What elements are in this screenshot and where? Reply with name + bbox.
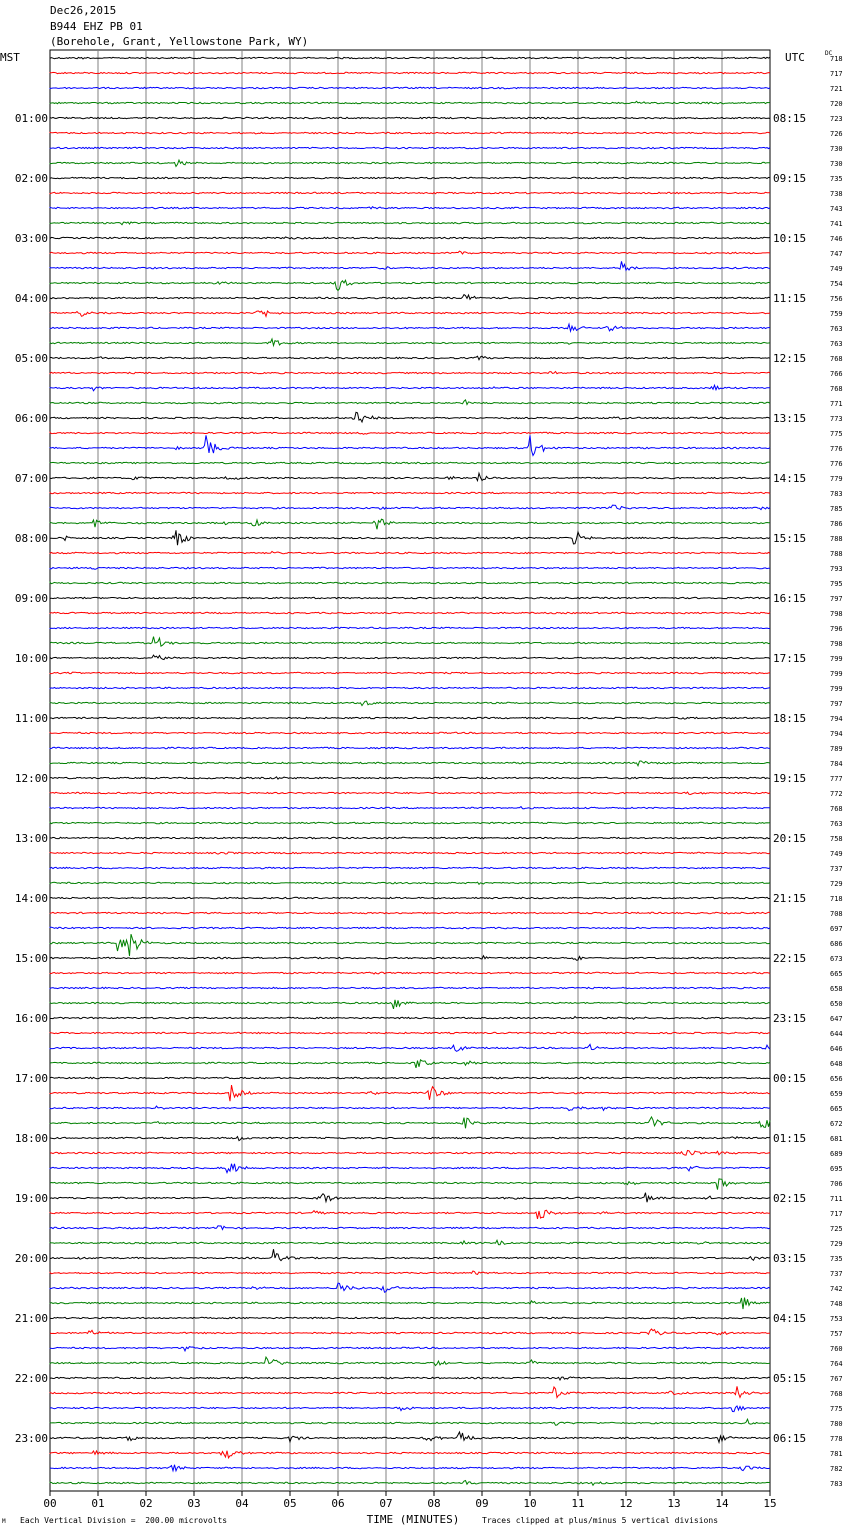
- dc-offset-label: 764: [830, 1360, 843, 1368]
- seismic-trace: [50, 261, 770, 270]
- x-tick-label: 05: [283, 1497, 297, 1510]
- utc-hour-label: 23:15: [773, 1012, 807, 1025]
- dc-offset-label: 726: [830, 130, 843, 138]
- station-title-line2: B944 EHZ PB 01: [50, 20, 143, 33]
- utc-hour-label: 16:15: [773, 592, 807, 605]
- dc-offset-label: 759: [830, 310, 843, 318]
- seismic-trace: [50, 717, 770, 719]
- dc-offset-label: 718: [830, 55, 843, 63]
- dc-offset-label: 730: [830, 160, 843, 168]
- seismic-trace: [50, 1137, 770, 1141]
- dc-offset-label: 746: [830, 235, 843, 243]
- seismic-trace: [50, 792, 770, 795]
- dc-offset-label: 708: [830, 910, 843, 918]
- seismic-trace: [50, 897, 770, 898]
- dc-offset-label: 721: [830, 85, 843, 93]
- station-title-line1: Dec26,2015: [50, 4, 117, 17]
- seismic-trace: [50, 1017, 770, 1020]
- x-tick-label: 03: [187, 1497, 201, 1510]
- dc-offset-label: 763: [830, 820, 843, 828]
- utc-hour-label: 00:15: [773, 1072, 807, 1085]
- dc-offset-label: 717: [830, 1210, 843, 1218]
- x-tick-label: 10: [523, 1497, 537, 1510]
- seismic-trace: [50, 582, 770, 583]
- dc-offset-label: 747: [830, 250, 843, 258]
- seismic-trace: [50, 567, 770, 569]
- dc-offset-label: 788: [830, 535, 843, 543]
- mst-hour-label: 14:00: [14, 892, 48, 905]
- dc-offset-label: 742: [830, 1285, 843, 1293]
- dc-offset-label: 748: [830, 1300, 843, 1308]
- dc-offset-label: 767: [830, 1375, 843, 1383]
- dc-offset-label: 757: [830, 1330, 843, 1338]
- mst-hour-label: 18:00: [14, 1132, 48, 1145]
- seismic-trace: [50, 1329, 770, 1335]
- dc-offset-label: 788: [830, 550, 843, 558]
- dc-offset-label: 777: [830, 775, 843, 783]
- utc-hour-label: 13:15: [773, 412, 807, 425]
- dc-offset-label: 773: [830, 415, 843, 423]
- dc-offset-label: 772: [830, 790, 843, 798]
- dc-offset-label: 729: [830, 1240, 843, 1248]
- seismic-trace: [50, 1193, 770, 1203]
- seismic-trace: [50, 222, 770, 225]
- seismic-trace: [50, 1377, 770, 1380]
- dc-offset-label: 647: [830, 1015, 843, 1023]
- utc-hour-label: 09:15: [773, 172, 807, 185]
- dc-offset-label: 738: [830, 190, 843, 198]
- x-tick-label: 11: [571, 1497, 585, 1510]
- seismic-trace: [50, 1451, 770, 1458]
- seismic-trace: [50, 385, 770, 391]
- mst-hour-label: 05:00: [14, 352, 48, 365]
- seismic-trace: [50, 237, 770, 239]
- seismic-trace: [50, 1317, 770, 1318]
- dc-offset-label: 749: [830, 850, 843, 858]
- dc-offset-label: 799: [830, 685, 843, 693]
- dc-offset-label: 768: [830, 805, 843, 813]
- dc-offset-label: 665: [830, 1105, 843, 1113]
- seismic-trace: [50, 655, 770, 659]
- seismic-trace: [50, 177, 770, 178]
- seismic-trace: [50, 339, 770, 346]
- seismic-trace: [50, 612, 770, 613]
- utc-hour-label: 02:15: [773, 1192, 807, 1205]
- seismic-trace: [50, 280, 770, 290]
- seismic-trace: [50, 1060, 770, 1068]
- utc-hour-label: 12:15: [773, 352, 807, 365]
- seismic-trace: [50, 251, 770, 254]
- dc-offset-label: 796: [830, 625, 843, 633]
- mst-hour-label: 06:00: [14, 412, 48, 425]
- dc-offset-label: 749: [830, 265, 843, 273]
- dc-offset-label: 768: [830, 355, 843, 363]
- seismic-trace: [50, 1164, 770, 1173]
- mst-axis-label: MST: [0, 51, 20, 64]
- dc-offset-label: 681: [830, 1135, 843, 1143]
- dc-offset-label: 741: [830, 220, 843, 228]
- x-tick-label: 07: [379, 1497, 393, 1510]
- seismic-trace: [50, 1226, 770, 1230]
- dc-offset-label: 780: [830, 1420, 843, 1428]
- utc-hour-label: 19:15: [773, 772, 807, 785]
- seismic-trace: [50, 927, 770, 928]
- dc-offset-label: 735: [830, 175, 843, 183]
- utc-hour-label: 01:15: [773, 1132, 807, 1145]
- scale-note: Each Vertical Division = 200.00 microvolts: [20, 1516, 228, 1525]
- x-tick-label: 09: [475, 1497, 489, 1510]
- mst-hour-label: 10:00: [14, 652, 48, 665]
- seismic-trace: [50, 747, 770, 748]
- dc-offset-label: 793: [830, 565, 843, 573]
- seismic-trace: [50, 492, 770, 493]
- utc-hour-label: 14:15: [773, 472, 807, 485]
- dc-offset-label: 781: [830, 1450, 843, 1458]
- seismic-trace: [50, 1151, 770, 1156]
- dc-offset-label: 783: [830, 490, 843, 498]
- seismic-trace: [50, 1044, 770, 1051]
- dc-offset-label: 644: [830, 1030, 843, 1038]
- seismic-trace: [50, 1283, 770, 1292]
- utc-hour-label: 04:15: [773, 1312, 807, 1325]
- corner-mark: M: [2, 1518, 6, 1525]
- seismic-trace: [50, 701, 770, 705]
- seismic-trace: [50, 912, 770, 913]
- seismic-trace: [50, 1179, 770, 1190]
- dc-offset-label: 648: [830, 1060, 843, 1068]
- mst-hour-label: 16:00: [14, 1012, 48, 1025]
- seismic-trace: [50, 400, 770, 405]
- dc-offset-label: 686: [830, 940, 843, 948]
- seismic-trace: [50, 934, 770, 956]
- dc-offset-label: 766: [830, 370, 843, 378]
- x-tick-label: 14: [715, 1497, 729, 1510]
- utc-hour-label: 17:15: [773, 652, 807, 665]
- dc-offset-label: 659: [830, 1090, 843, 1098]
- mst-hour-label: 09:00: [14, 592, 48, 605]
- seismic-trace: [50, 807, 770, 809]
- seismic-trace: [50, 867, 770, 868]
- dc-offset-label: 785: [830, 505, 843, 513]
- dc-offset-label: 672: [830, 1120, 843, 1128]
- dc-offset-label: 656: [830, 1075, 843, 1083]
- seismic-trace: [50, 1032, 770, 1033]
- seismic-trace: [50, 87, 770, 88]
- seismic-trace: [50, 505, 770, 510]
- seismic-trace: [50, 1085, 770, 1101]
- seismic-trace: [50, 551, 770, 553]
- dc-offset-label: 735: [830, 1255, 843, 1263]
- dc-offset-label: 795: [830, 580, 843, 588]
- seismic-trace: [50, 101, 770, 104]
- dc-offset-label: 718: [830, 895, 843, 903]
- seismic-trace: [50, 627, 770, 628]
- utc-hour-label: 08:15: [773, 112, 807, 125]
- dc-offset-label: 737: [830, 1270, 843, 1278]
- utc-hour-label: 10:15: [773, 232, 807, 245]
- dc-offset-label: 723: [830, 115, 843, 123]
- dc-offset-label: 799: [830, 670, 843, 678]
- seismic-trace: [50, 672, 770, 674]
- mst-hour-label: 19:00: [14, 1192, 48, 1205]
- dc-offset-label: 754: [830, 280, 843, 288]
- seismic-trace: [50, 372, 770, 374]
- x-tick-label: 06: [331, 1497, 345, 1510]
- x-tick-label: 04: [235, 1497, 249, 1510]
- dc-offset-label: 784: [830, 760, 843, 768]
- mst-hour-label: 15:00: [14, 952, 48, 965]
- seismic-trace: [50, 1419, 770, 1425]
- dc-offset-label: 658: [830, 985, 843, 993]
- dc-offset-label: 711: [830, 1195, 843, 1203]
- seismic-trace: [50, 1240, 770, 1244]
- utc-hour-label: 03:15: [773, 1252, 807, 1265]
- dc-offset-label: 743: [830, 205, 843, 213]
- seismic-trace: [50, 1000, 770, 1009]
- dc-offset-label: 753: [830, 1315, 843, 1323]
- seismic-trace: [50, 160, 770, 166]
- seismic-trace: [50, 132, 770, 134]
- seismic-trace: [50, 1481, 770, 1486]
- mst-hour-label: 20:00: [14, 1252, 48, 1265]
- utc-hour-label: 15:15: [773, 532, 807, 545]
- seismic-trace: [50, 519, 770, 529]
- dc-offset-label: 797: [830, 595, 843, 603]
- mst-hour-label: 01:00: [14, 112, 48, 125]
- dc-offset-label: 695: [830, 1165, 843, 1173]
- mst-hour-label: 08:00: [14, 532, 48, 545]
- dc-offset-label: 783: [830, 1480, 843, 1488]
- mst-hour-label: 07:00: [14, 472, 48, 485]
- dc-offset-label: 725: [830, 1225, 843, 1233]
- dc-offset-label: 689: [830, 1150, 843, 1158]
- seismic-trace: [50, 192, 770, 193]
- dc-offset-label: 794: [830, 715, 843, 723]
- dc-offset-label: 771: [830, 400, 843, 408]
- mst-hour-label: 02:00: [14, 172, 48, 185]
- station-title-line3: (Borehole, Grant, Yellowstone Park, WY): [50, 35, 309, 48]
- seismic-trace: [50, 1249, 770, 1260]
- seismic-trace: [50, 852, 770, 854]
- seismic-trace: [50, 972, 770, 974]
- utc-axis-label: UTC: [785, 51, 805, 64]
- dc-offset-label: 763: [830, 340, 843, 348]
- x-tick-label: 02: [139, 1497, 153, 1510]
- dc-offset-label: 763: [830, 325, 843, 333]
- dc-offset-label: 794: [830, 730, 843, 738]
- dc-offset-label: 756: [830, 295, 843, 303]
- dc-offset-label: 665: [830, 970, 843, 978]
- dc-offset-label: 779: [830, 475, 843, 483]
- x-tick-label: 15: [763, 1497, 777, 1510]
- dc-offset-label: 650: [830, 1000, 843, 1008]
- dc-offset-label: 775: [830, 430, 843, 438]
- dc-offset-label: 760: [830, 1345, 843, 1353]
- seismic-trace: [50, 597, 770, 598]
- seismic-trace: [50, 1465, 770, 1471]
- seismic-trace: [50, 147, 770, 148]
- dc-offset-label: 782: [830, 1465, 843, 1473]
- seismic-trace: [50, 1432, 770, 1442]
- x-tick-label: 08: [427, 1497, 441, 1510]
- seismic-trace: [50, 462, 770, 464]
- seismic-trace: [50, 473, 770, 480]
- x-tick-label: 13: [667, 1497, 681, 1510]
- seismic-trace: [50, 356, 770, 360]
- dc-offset-label: 798: [830, 610, 843, 618]
- utc-hour-label: 05:15: [773, 1372, 807, 1385]
- dc-offset-label: 646: [830, 1045, 843, 1053]
- dc-offset-label: 776: [830, 445, 843, 453]
- seismic-trace: [50, 295, 770, 300]
- seismic-trace: [50, 1357, 770, 1366]
- mst-hour-label: 23:00: [14, 1432, 48, 1445]
- x-tick-label: 01: [91, 1497, 105, 1510]
- seismic-trace: [50, 117, 770, 118]
- dc-offset-label: 758: [830, 835, 843, 843]
- utc-hour-label: 22:15: [773, 952, 807, 965]
- seismic-trace: [50, 822, 770, 823]
- seismic-trace: [50, 435, 770, 455]
- dc-offset-label: 673: [830, 955, 843, 963]
- seismic-trace: [50, 207, 770, 209]
- seismic-trace: [50, 687, 770, 688]
- seismic-trace: [50, 956, 770, 960]
- seismic-trace: [50, 1271, 770, 1274]
- mst-hour-label: 22:00: [14, 1372, 48, 1385]
- mst-hour-label: 03:00: [14, 232, 48, 245]
- seismic-trace: [50, 1298, 770, 1309]
- utc-hour-label: 18:15: [773, 712, 807, 725]
- dc-offset-label: 799: [830, 655, 843, 663]
- utc-hour-label: 11:15: [773, 292, 807, 305]
- plot-frame: [50, 50, 770, 1491]
- mst-hour-label: 17:00: [14, 1072, 48, 1085]
- dc-offset-label: 778: [830, 1435, 843, 1443]
- dc-offset-label: 706: [830, 1180, 843, 1188]
- seismic-trace: [50, 412, 770, 422]
- dc-offset-label: 737: [830, 865, 843, 873]
- dc-offset-label: 798: [830, 640, 843, 648]
- seismic-trace: [50, 637, 770, 647]
- dc-label: DC: [825, 50, 833, 57]
- dc-offset-label: 768: [830, 385, 843, 393]
- dc-offset-label: 697: [830, 925, 843, 933]
- seismic-trace: [50, 837, 770, 838]
- seismic-trace: [50, 761, 770, 766]
- seismic-trace: [50, 777, 770, 779]
- seismic-trace: [50, 72, 770, 73]
- mst-hour-label: 12:00: [14, 772, 48, 785]
- dc-offset-label: 729: [830, 880, 843, 888]
- seismic-trace: [50, 1117, 770, 1128]
- dc-offset-label: 720: [830, 100, 843, 108]
- x-tick-label: 00: [43, 1497, 57, 1510]
- dc-offset-label: 786: [830, 520, 843, 528]
- utc-hour-label: 06:15: [773, 1432, 807, 1445]
- seismic-trace: [50, 987, 770, 988]
- seismic-trace: [50, 324, 770, 331]
- dc-offset-label: 717: [830, 70, 843, 78]
- seismic-trace: [50, 311, 770, 316]
- mst-hour-label: 13:00: [14, 832, 48, 845]
- dc-offset-label: 775: [830, 1405, 843, 1413]
- seismic-trace: [50, 1210, 770, 1219]
- seismic-trace: [50, 432, 770, 434]
- utc-hour-label: 20:15: [773, 832, 807, 845]
- seismic-trace: [50, 1406, 770, 1412]
- utc-hour-label: 21:15: [773, 892, 807, 905]
- dc-offset-label: 768: [830, 1390, 843, 1398]
- dc-offset-label: 730: [830, 145, 843, 153]
- clip-note: Traces clipped at plus/minus 5 vertical divisions: [482, 1516, 719, 1525]
- x-tick-label: 12: [619, 1497, 633, 1510]
- seismic-trace: [50, 882, 770, 884]
- seismic-trace: [50, 530, 770, 545]
- seismic-trace: [50, 1077, 770, 1078]
- dc-offset-label: 789: [830, 745, 843, 753]
- seismic-trace: [50, 1106, 770, 1111]
- seismic-trace: [50, 1386, 770, 1397]
- mst-hour-label: 04:00: [14, 292, 48, 305]
- x-axis-label: TIME (MINUTES): [366, 1513, 460, 1526]
- seismic-trace: [50, 732, 770, 733]
- dc-offset-label: 776: [830, 460, 843, 468]
- seismic-trace: [50, 57, 770, 59]
- mst-hour-label: 11:00: [14, 712, 48, 725]
- seismic-trace: [50, 1347, 770, 1351]
- mst-hour-label: 21:00: [14, 1312, 48, 1325]
- dc-offset-label: 797: [830, 700, 843, 708]
